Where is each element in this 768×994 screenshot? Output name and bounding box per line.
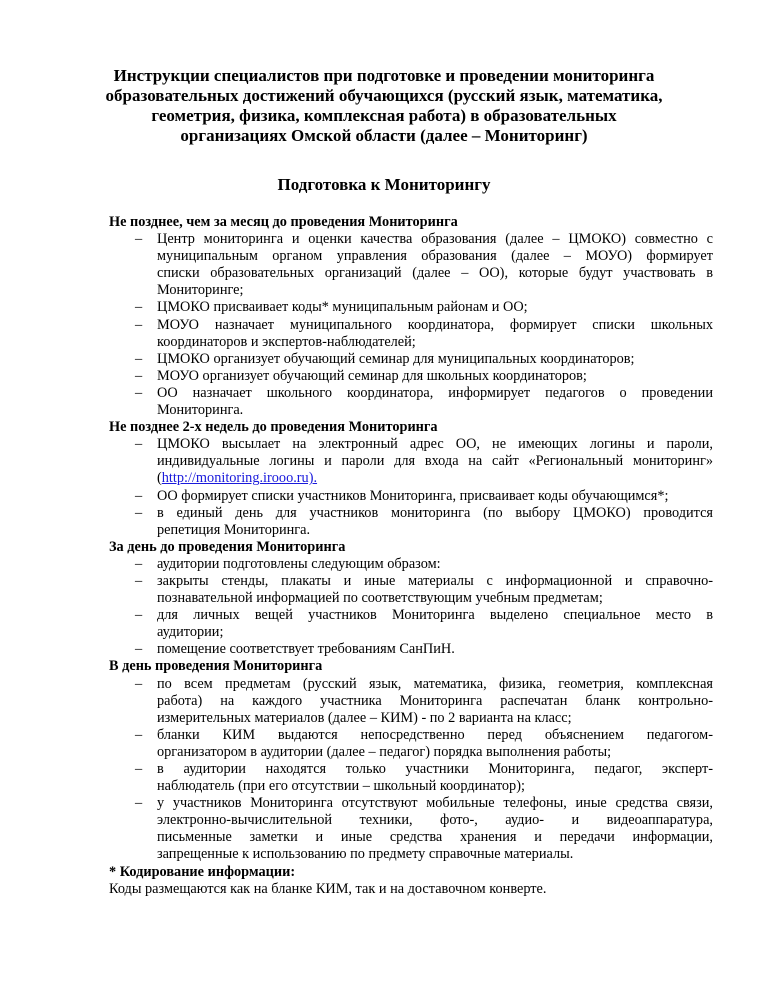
text-line: работа) на каждого участника Мониторинга распечатан бланк контрольно- — [157, 692, 713, 709]
text-line: у участников Мониторинга отсутствуют мобильные телефоны, иные средства связи, — [157, 795, 713, 812]
link-paren: ( — [157, 470, 162, 487]
list-item — [109, 351, 713, 368]
dash-marker: – — [135, 384, 143, 401]
text-line: бланки КИМ выдаются непосредственно перед объяснением педагогом- — [157, 726, 713, 743]
list-item — [109, 368, 713, 385]
list-item — [109, 317, 713, 351]
text-line: запрещенные к использованию по предмету справочные материалы. — [157, 846, 574, 863]
dash-marker: – — [135, 572, 143, 589]
list-item — [109, 573, 713, 607]
monitoring-site-link[interactable]: http://monitoring.irooo.ru). — [161, 470, 318, 487]
dash-marker: – — [135, 350, 143, 367]
dash-marker: – — [135, 641, 143, 658]
text-line: по всем предметам (русский язык, математика, физика, геометрия, комплексная — [157, 675, 713, 692]
list-item — [109, 795, 713, 863]
text-line: муниципальным органом управления образования (далее – МОУО) формирует — [157, 248, 713, 265]
text-line: ЦМОКО высылает на электронный адрес ОО, не имеющих логины и пароли, — [157, 436, 713, 453]
dash-marker: – — [135, 316, 143, 333]
title-line: организациях Омской области (далее – Мониторинг) — [180, 126, 588, 145]
text-line: аудитории подготовлены следующим образом: — [157, 555, 441, 572]
text-line: МОУО назначает муниципального координатора, формирует списки школьных — [157, 316, 713, 333]
section-heading: * Кодирование информации: — [109, 863, 296, 880]
list-item — [109, 299, 713, 316]
text-line: ЦМОКО присваивает коды* муниципальным районам и ОО; — [157, 299, 528, 316]
title-line: Инструкции специалистов при подготовке и проведении мониторинга — [113, 66, 655, 85]
dash-marker: – — [135, 726, 143, 743]
dash-marker: – — [135, 607, 143, 624]
list-item — [109, 641, 713, 658]
text-line: аудитории; — [157, 624, 224, 641]
dash-marker: – — [135, 795, 143, 812]
section-heading: В день проведения Мониторинга — [109, 658, 323, 675]
list-item — [109, 231, 713, 299]
dash-marker: – — [135, 761, 143, 777]
text-line: Мониторинга. — [157, 402, 244, 419]
text-line: измерительных материалов (далее – КИМ) - по 2 варианта на класс; — [157, 709, 572, 726]
dash-marker: – — [135, 675, 143, 692]
title-line: образовательных достижений обучающихся (русский язык, математика, — [105, 86, 663, 105]
text-line: письменные заметки и иные средства хранения и передачи информации, — [157, 829, 713, 846]
text-line: для личных вещей участников Мониторинга выделено специальное место в — [157, 607, 713, 624]
text-line: закрыты стенды, плакаты и иные материалы с информационной и справочно- — [157, 572, 713, 589]
list-item — [109, 727, 713, 761]
text-line: организатором в аудитории (далее – педагог) порядка выполнения работы; — [157, 743, 612, 760]
text-line: репетиция Мониторинга. — [157, 521, 311, 538]
section-heading: Не позднее 2-х недель до проведения Мониторинга — [109, 419, 438, 436]
list-item — [109, 436, 713, 487]
title-line: геометрия, физика, комплексная работа) в образовательных — [151, 106, 617, 125]
section-title: Подготовка к Мониторингу — [277, 175, 491, 194]
text-line: в аудитории находятся только участники Мониторинга, педагог, эксперт- — [157, 761, 713, 777]
text-line: электронно-вычислительной техники, фото-, аудио- и видеоаппаратура, — [157, 812, 713, 829]
dash-marker: – — [135, 231, 143, 248]
dash-marker: – — [135, 504, 143, 521]
list-item — [109, 676, 713, 727]
text-line: ОО назначает школьного координатора, информирует педагогов о проведении — [157, 384, 713, 401]
text-line — [157, 470, 713, 487]
dash-marker: – — [135, 299, 143, 316]
text-line: помещение соответствует требованиям СанПиН. — [157, 641, 455, 658]
text-line: в единый день для участников мониторинга (по выбору ЦМОКО) проводится — [157, 504, 713, 521]
text-line: списки образовательных организаций (далее – ОО), которые будут участвовать в — [157, 265, 713, 282]
text-line: индивидуальные логины и пароли для входа на сайт «Региональный мониторинг» — [157, 453, 713, 470]
text-line: координаторов и экспертов-наблюдателей; — [157, 333, 416, 350]
section-heading: Не позднее, чем за месяц до проведения Мониторинга — [109, 214, 458, 230]
list-item — [109, 505, 713, 539]
list-item — [109, 761, 713, 795]
text-line: ЦМОКО организует обучающий семинар для муниципальных координаторов; — [157, 350, 635, 367]
section-heading: За день до проведения Мониторинга — [109, 538, 346, 555]
list-item — [109, 607, 713, 641]
document-body — [109, 214, 713, 898]
list-item — [109, 385, 713, 419]
footnote-text: Коды размещаются как на бланке КИМ, так и на доставочном конверте. — [109, 880, 547, 897]
text-line: познавательной информацией по соответствующим учебным предметам; — [157, 590, 603, 607]
text-line: Мониторинге; — [157, 282, 244, 299]
list-item — [109, 488, 713, 505]
text-line: Центр мониторинга и оценки качества образования (далее – ЦМОКО) совместно с — [157, 231, 713, 248]
text-line: наблюдатель (при его отсутствии – школьный координатор); — [157, 778, 525, 795]
page-title — [80, 66, 688, 146]
dash-marker: – — [135, 367, 143, 384]
list-item — [109, 556, 713, 573]
dash-marker: – — [135, 487, 143, 504]
dash-marker: – — [135, 436, 143, 453]
text-line: МОУО организует обучающий семинар для школьных координаторов; — [157, 367, 587, 384]
text-line: ОО формирует списки участников Мониторинга, присваивает коды обучающимся*; — [157, 487, 669, 504]
dash-marker: – — [135, 555, 143, 572]
